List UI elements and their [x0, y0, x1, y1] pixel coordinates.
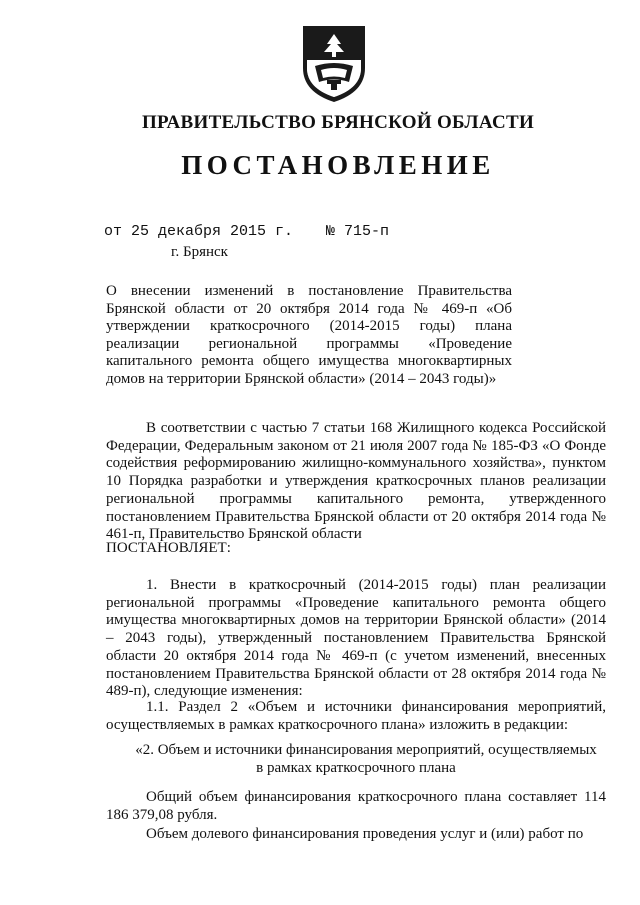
quote-line-2: в рамках краткосрочного плана	[256, 759, 456, 776]
section-quote-heading	[106, 742, 606, 777]
paragraph-item-1-1: 1.1. Раздел 2 «Объем и источники финансирования мероприятий, осуществляемых в рамках краткосрочного плана» изложить в редакции:	[106, 699, 606, 733]
document-meta	[104, 223, 395, 240]
coat-of-arms-emblem	[297, 22, 371, 104]
document-subject: О внесении изменений в постановление Правительства Брянской области от 20 октября 2014 года № 469-п «Об утверждении краткосрочного (2014-2015 годы) плана реализации региональной программы «Проведение капитального ремонта общего имущества многоквартирных домов на территории Брянской области» (2014 – 2043 годы)»	[106, 283, 512, 387]
quote-line-1: «2. Объем и источники финансирования мероприятий, осуществляемых	[135, 742, 597, 758]
paragraph-item-1: 1. Внести в краткосрочный (2014-2015 годы) план реализации региональной программы «Проведение капитального ремонта общего имущества многоквартирных домов на территории Брянской области» (2014 – 2043 годы), утвержденный постановлением Правительства Брянской области 20 октября 2014 года № 469-п (с учетом изменений, внесенных постановлением Правительства Брянской области от 28 октября 2014 года № 489-п), следующие изменения:	[106, 577, 606, 700]
paragraph-preamble: В соответствии с частью 7 статьи 168 Жилищного кодекса Российской Федерации, Федеральным законом от 21 июля 2007 года № 185-ФЗ «О Фонде содействия реформированию жилищно-коммунального хозяйства», пунктом 10 Порядка разработки и утверждения краткосрочных планов реализации региональной программы капитального ремонта, утвержденного постановлением Правительства Брянской области от 20 октября 2014 года № 461-п, Правительство Брянской области	[106, 420, 606, 543]
paragraph-shared-funding: Объем долевого финансирования проведения услуг и (или) работ по	[146, 826, 584, 842]
document-date: от 25 декабря 2015 г.	[104, 223, 294, 240]
document-type-title: ПОСТАНОВЛЕНИЕ	[181, 150, 495, 180]
paragraph-total-funding: Общий объем финансирования краткосрочного плана составляет 114 186 379,08 рубля.	[106, 789, 606, 823]
decree-heading: ПОСТАНОВЛЯЕТ:	[106, 540, 231, 556]
government-name: ПРАВИТЕЛЬСТВО БРЯНСКОЙ ОБЛАСТИ	[141, 112, 535, 133]
document-number: № 715-п	[326, 223, 390, 240]
document-city: г. Брянск	[171, 244, 228, 260]
